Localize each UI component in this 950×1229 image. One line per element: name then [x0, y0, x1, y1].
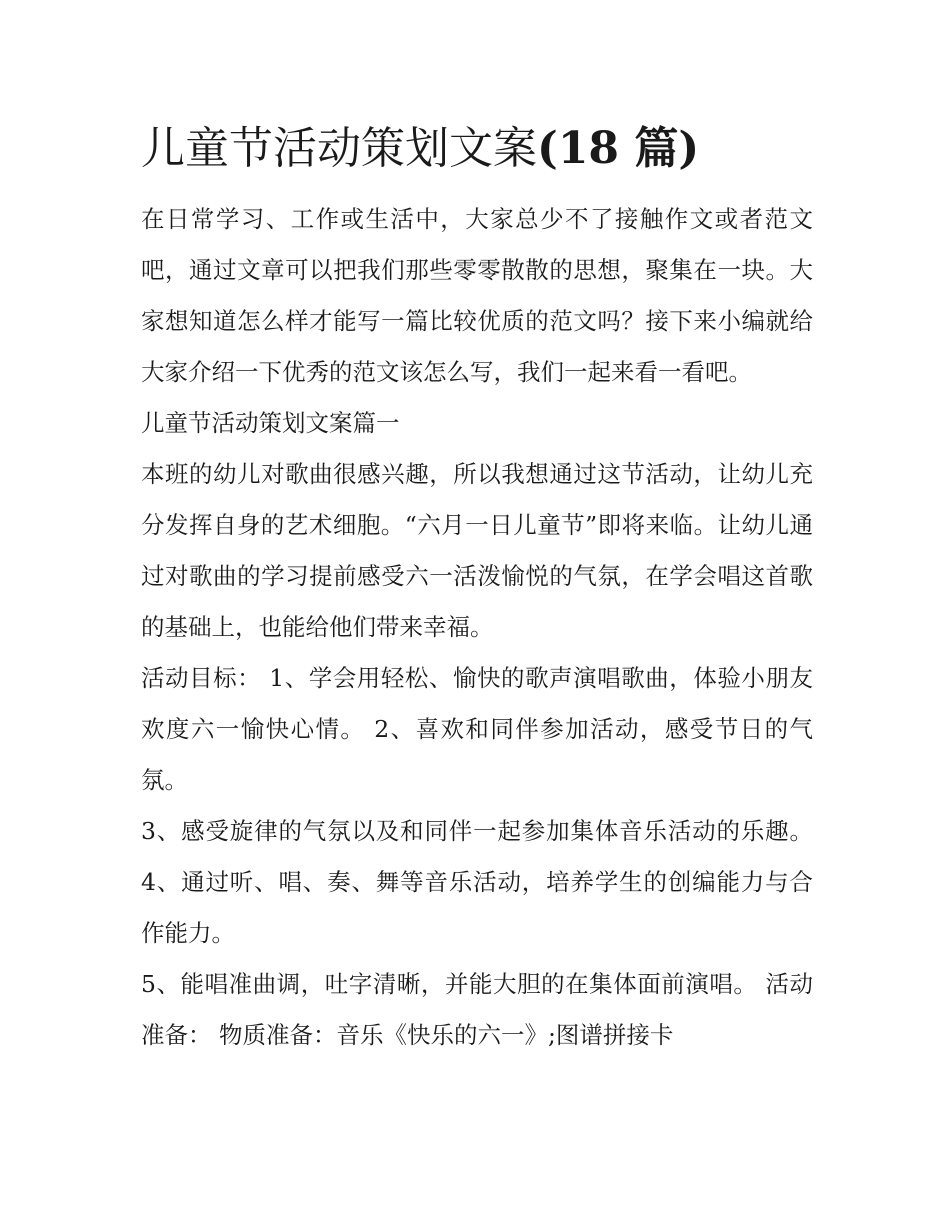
activity-prep-paragraph: 5、能唱准曲调，吐字清晰，并能大胆的在集体面前演唱。 活动准备： 物质准备：音乐《快乐的六一》;图谱拼接卡	[141, 970, 813, 1049]
title-text: 儿童节活动策划文案	[141, 123, 537, 174]
activity-goals-paragraph: 3、感受旋律的气氛以及和同伴一起参加集体音乐活动的乐趣。 4、通过听、唱、奏、舞等音乐活动，培养学生的创编能力与合作能力。	[141, 817, 813, 947]
activity-goals-paragraph: 活动目标： 1、学会用轻松、愉快的歌声演唱歌曲，体验小朋友欢度六一愉快心情。 2、喜欢和同伴参加活动，感受节日的气氛。	[141, 664, 813, 794]
document-page	[141, 118, 813, 1061]
title-suffix: (18 篇)	[537, 123, 700, 174]
page-title	[141, 118, 813, 180]
intro-paragraph: 在日常学习、工作或生活中，大家总少不了接触作文或者范文吧，通过文章可以把我们那些零零散散的思想，聚集在一块。大家想知道怎么样才能写一篇比较优质的范文吗？接下来小编就给大家介绍一下优秀的范文该怎么写，我们一起来看一看吧。	[141, 205, 813, 386]
body-paragraph: 本班的幼儿对歌曲很感兴趣，所以我想通过这节活动，让幼儿充分发挥自身的艺术细胞。“六月一日儿童节”即将来临。让幼儿通过对歌曲的学习提前感受六一活泼愉悦的气氛，在学会唱这首歌的基础上，也能给他们带来幸福。	[141, 460, 813, 641]
section-heading: 儿童节活动策划文案篇一	[141, 409, 400, 437]
